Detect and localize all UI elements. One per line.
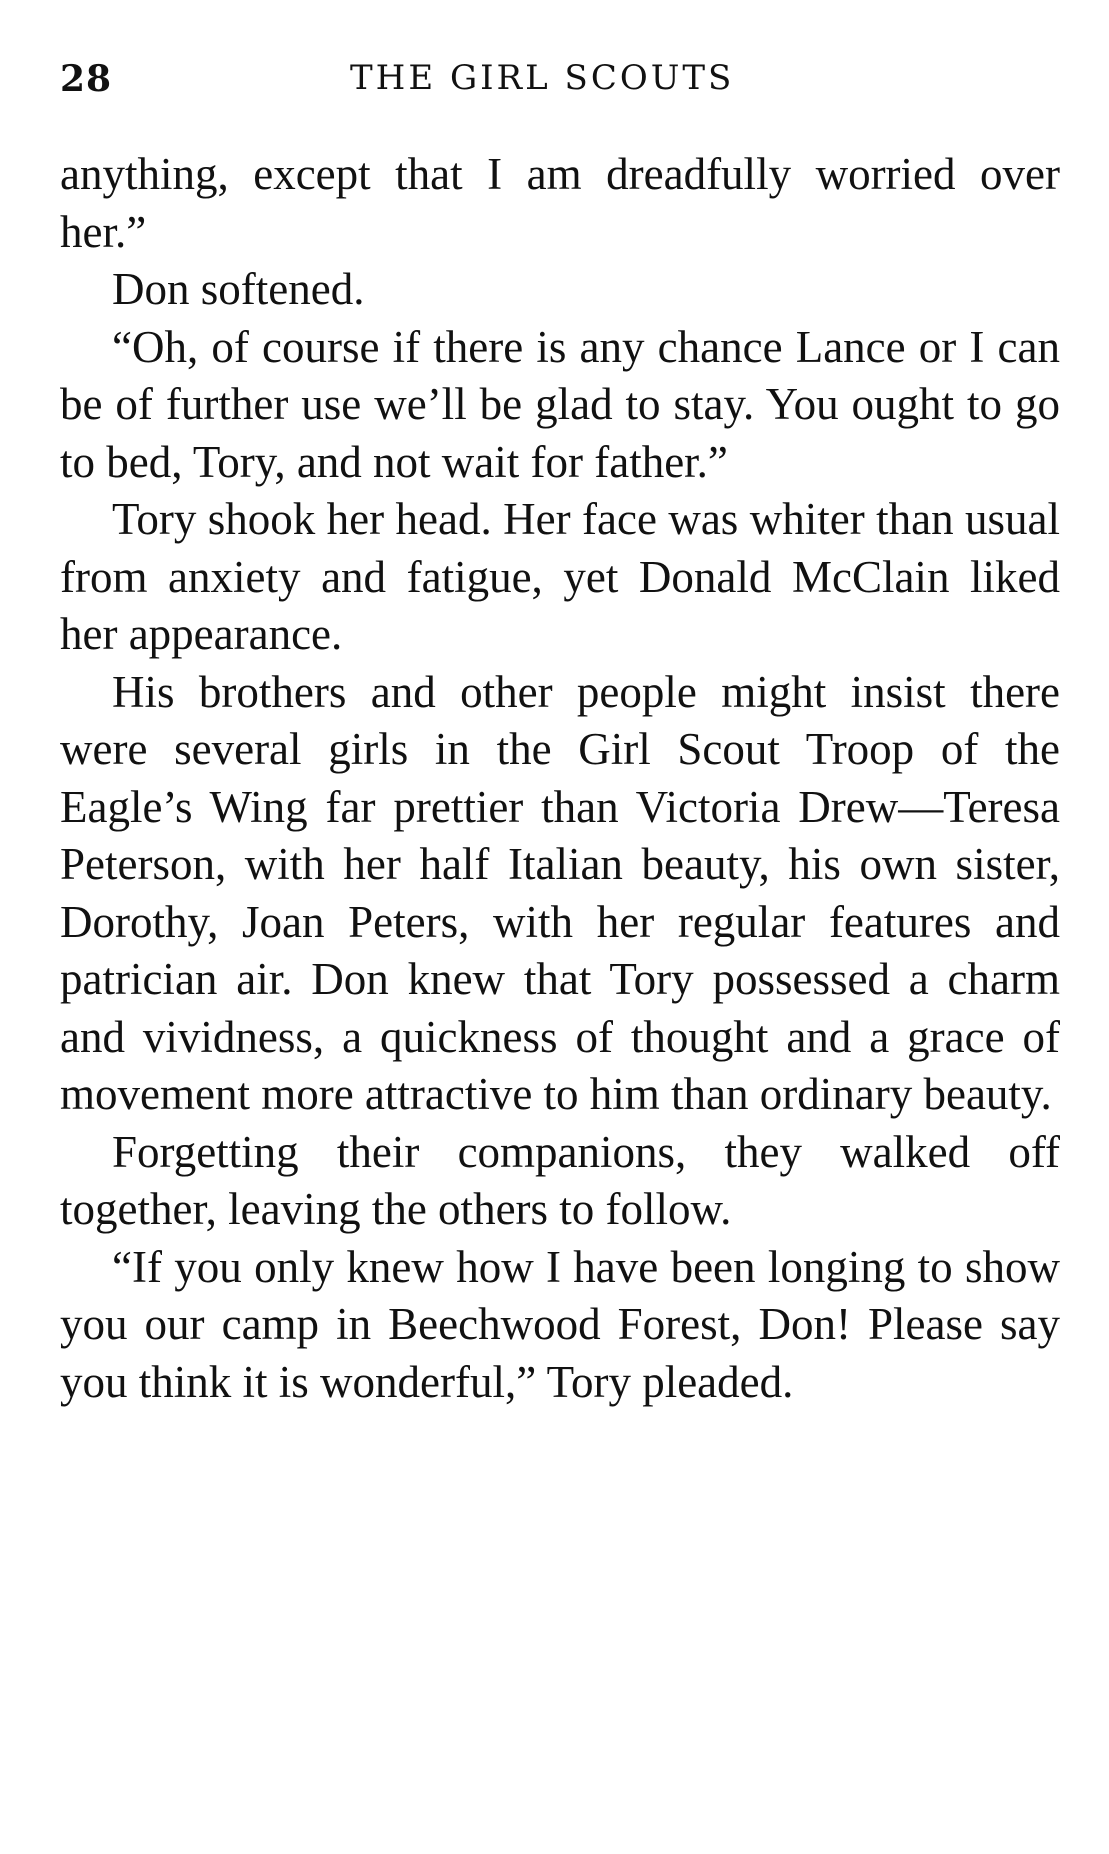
paragraph: “Oh, of course if there is any chance Lance or I can be of further use we’ll be glad to stay. You ought to go to bed, Tory, and not wait for father.” — [60, 321, 1060, 487]
body-text — [60, 146, 1060, 1411]
paragraph: Forgetting their companions, they walked off together, leaving the others to follow. — [60, 1126, 1060, 1234]
page-header — [60, 58, 1050, 108]
running-title: THE GIRL SCOUTS — [350, 58, 735, 98]
paragraph: His brothers and other people might insist there were several girls in the Girl Scout Troop of the Eagle’s Wing far prettier than Victoria Drew—Teresa Peterson, with her half Italian beauty, his own sister, Dorothy, Joan Peters, with her regular features and patrician air. Don knew that Tory possessed a charm and vividness, a quickness of thought and a grace of movement more attractive to him than ordinary beauty. — [60, 666, 1060, 1119]
paragraph: “If you only knew how I have been longing to show you our camp in Beechwood Forest, Don! Please say you think it is wonderful,” Tory pleaded. — [60, 1241, 1060, 1407]
paragraph-continuation: anything, except that I am dreadfully worried over her.” — [60, 149, 1060, 257]
paragraph: Don softened. — [112, 264, 365, 314]
paragraph: Tory shook her head. Her face was whiter than usual from anxiety and fatigue, yet Donald McClain liked her appearance. — [60, 494, 1060, 659]
page-number: 28 — [60, 58, 113, 100]
